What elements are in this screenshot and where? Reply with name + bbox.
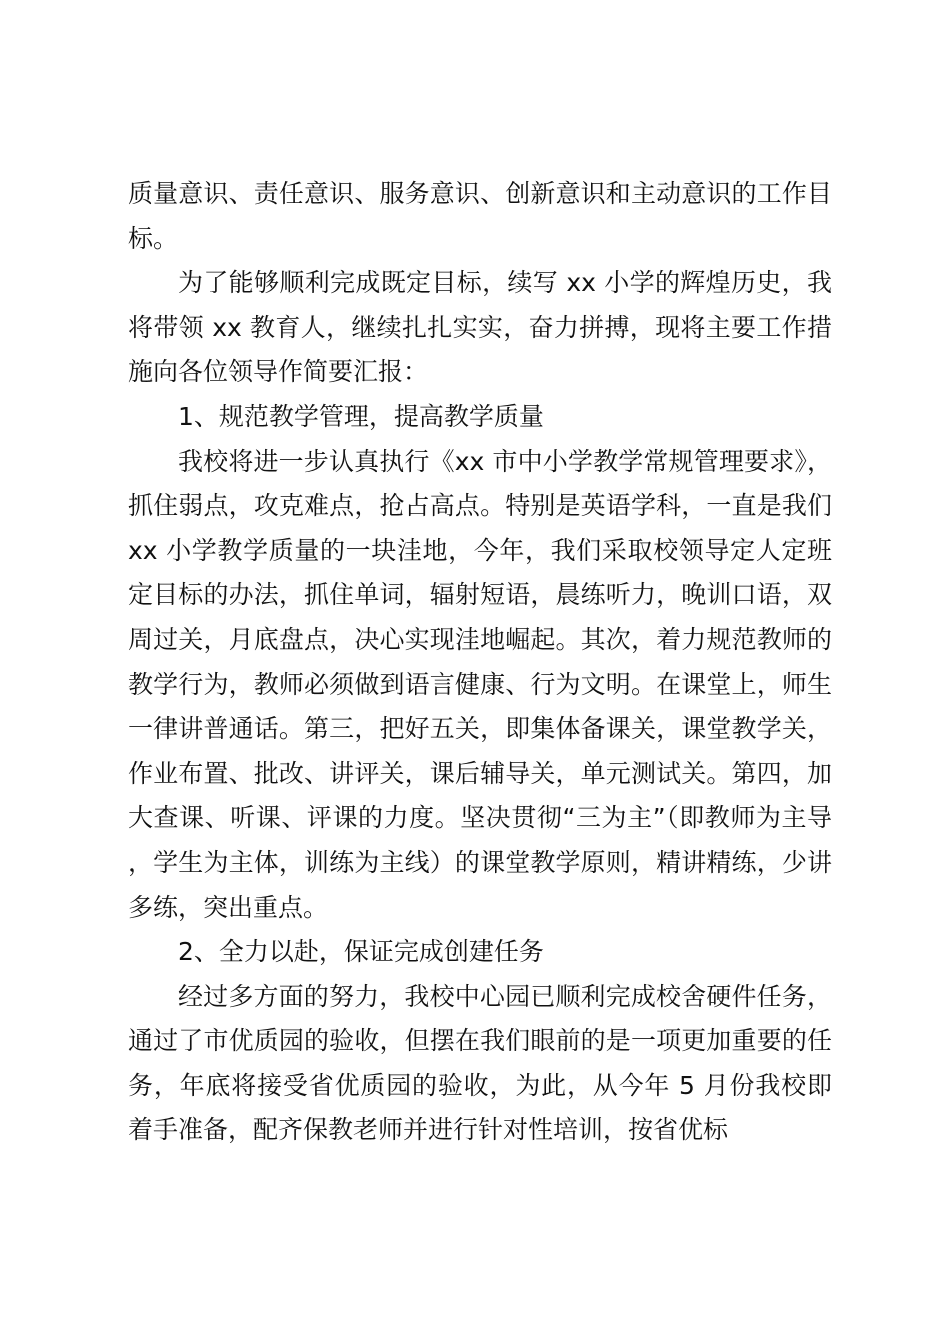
paragraph-section-2: 经过多方面的努力，我校中心园已顺利完成校舍硬件任务，通过了市优质园的验收，但摆在我们眼前的是一项更加重要的任务，年底将接受省优质园的验收，为此，从今年 5 月份我校即着手准备，配齐保教老师并进行针对性培训，按省优标 — [128, 981, 832, 1145]
section-heading-2: 2、全力以赴，保证完成创建任务 — [178, 937, 544, 967]
document-body — [128, 172, 832, 1153]
section-heading-1: 1、规范教学管理，提高教学质量 — [178, 401, 544, 431]
paragraph-continuation: 质量意识、责任意识、服务意识、创新意识和主动意识的工作目标。 — [128, 179, 832, 253]
paragraph-intro: 为了能够顺利完成既定目标，续写 xx 小学的辉煌历史，我将带领 xx 教育人，继续扎扎实实，奋力拼搏，现将主要工作措施向各位领导作简要汇报： — [128, 268, 832, 387]
paragraph-section-1: 我校将进一步认真执行《xx 市中小学教学常规管理要求》，抓住弱点，攻克难点，抢占高点。特别是英语学科，一直是我们 xx 小学教学质量的一块洼地，今年，我们采取校领导定人定班定目标的办法，抓住单词，辐射短语，晨练听力，晚训口语，双周过关，月底盘点，决心实现洼地崛起。其次，着力规范教师的教学行为，教师必须做到语言健康、行为文明。在课堂上，师生一律讲普通话。第三，把好五关，即集体备课关，课堂教学关，作业布置、批改、讲评关，课后辅导关，单元测试关。第四，加大查课、听课、评课的力度。坚决贯彻“三为主”（即教师为主导，学生为主体，训练为主线）的课堂教学原则，精讲精练，少讲多练，突出重点。 — [128, 446, 832, 922]
